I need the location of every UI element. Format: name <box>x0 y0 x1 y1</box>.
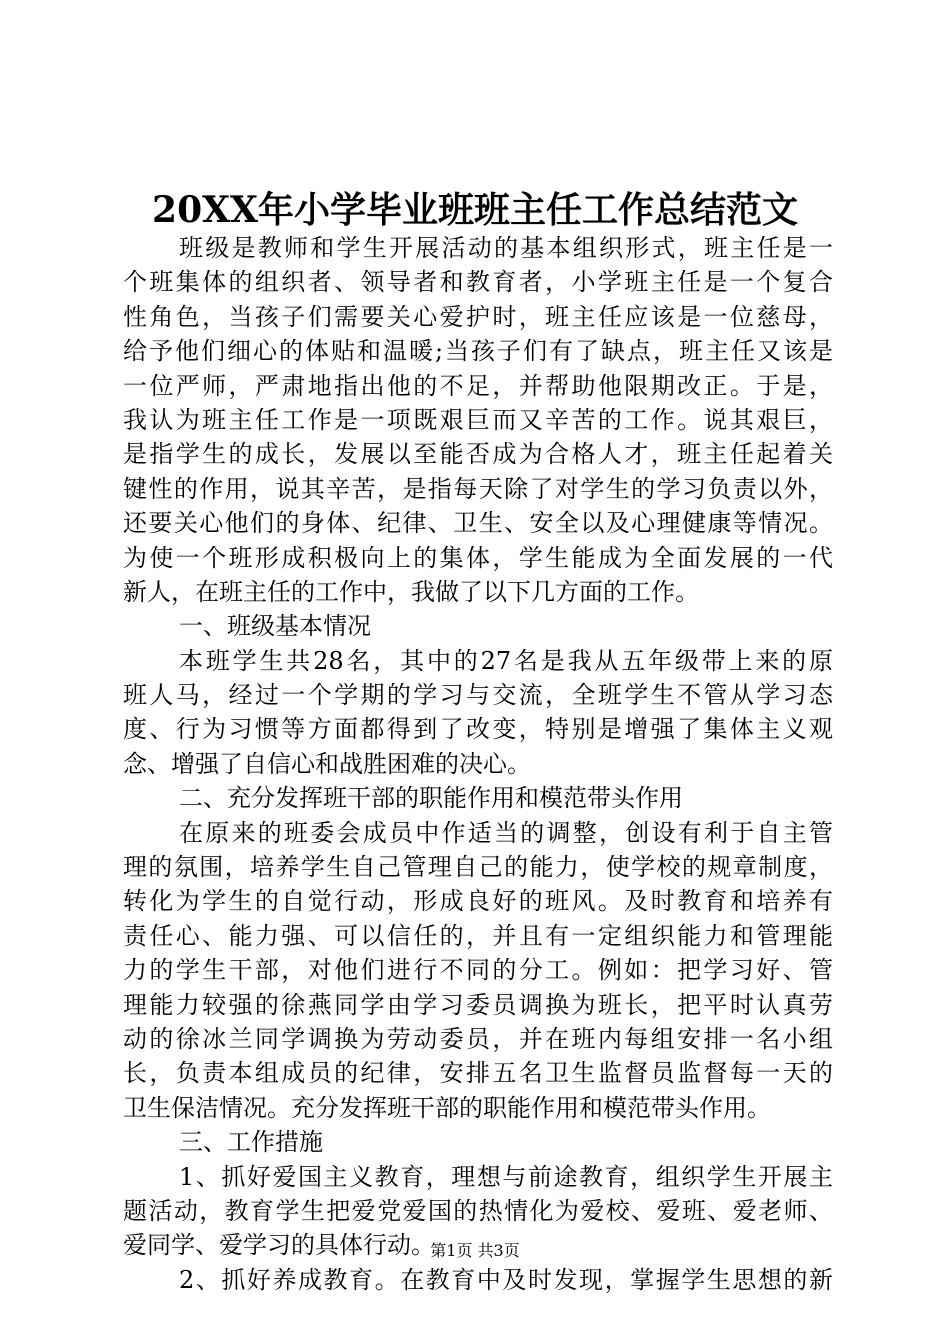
text-line: 理能力较强的徐燕同学由学习委员调换为班长，把平时认真劳 <box>123 990 833 1019</box>
text-line: 力的学生干部，对他们进行不同的分工。例如：把学习好、管 <box>123 956 833 985</box>
text-line: 给予他们细心的体贴和温暖;当孩子们有了缺点，班主任又该是 <box>123 337 833 366</box>
text-line: 是指学生的成长，发展以至能否成为合格人才，班主任起着关 <box>123 440 833 469</box>
section-heading: 三、工作措施 <box>179 1128 323 1157</box>
page-footer: 第1页 共3页 <box>430 1241 520 1260</box>
text-line: 班人马，经过一个学期的学习与交流，全班学生不管从学习态 <box>123 681 833 710</box>
section-heading: 一、班级基本情况 <box>179 612 371 641</box>
text-line: 念、增强了自信心和战胜困难的决心。 <box>123 749 531 778</box>
text-line: 卫生保洁情况。充分发挥班干部的职能作用和模范带头作用。 <box>123 1093 771 1122</box>
text-line: 题活动，教育学生把爱党爱国的热情化为爱校、爱班、爱老师、 <box>123 1196 833 1225</box>
text-line: 个班集体的组织者、领导者和教育者，小学班主任是一个复合 <box>123 268 833 297</box>
section-heading: 二、充分发挥班干部的职能作用和模范带头作用 <box>179 784 683 813</box>
text-line: 本班学生共28名，其中的27名是我从五年级带上来的原 <box>179 646 833 675</box>
text-line: 度、行为习惯等方面都得到了改变，特别是增强了集体主义观 <box>123 715 833 744</box>
text-line: 一位严师，严肃地指出他的不足，并帮助他限期改正。于是， <box>123 371 833 400</box>
text-line: 动的徐冰兰同学调换为劳动委员，并在班内每组安排一名小组 <box>123 1024 833 1053</box>
text-line: 性角色，当孩子们需要关心爱护时，班主任应该是一位慈母， <box>123 302 833 331</box>
text-line: 理的氛围，培养学生自己管理自己的能力，使学校的规章制度， <box>123 853 833 882</box>
text-line: 还要关心他们的身体、纪律、卫生、安全以及心理健康等情况。 <box>123 509 833 538</box>
document-body <box>123 231 833 1297</box>
text-line: 转化为学生的自觉行动，形成良好的班风。及时教育和培养有 <box>123 887 833 916</box>
text-line: 我认为班主任工作是一项既艰巨而又辛苦的工作。说其艰巨， <box>123 405 833 434</box>
document-title: 20XX年小学毕业班班主任工作总结范文 <box>152 189 798 231</box>
text-line: 在原来的班委会成员中作适当的调整，创设有利于自主管 <box>179 818 833 847</box>
text-line: 2、抓好养成教育。在教育中及时发现，掌握学生思想的新 <box>179 1265 833 1294</box>
text-line: 新人，在班主任的工作中，我做了以下几方面的工作。 <box>123 577 699 606</box>
text-line: 键性的作用，说其辛苦，是指每天除了对学生的学习负责以外， <box>123 474 833 503</box>
text-line: 责任心、能力强、可以信任的，并且有一定组织能力和管理能 <box>123 921 833 950</box>
text-line: 班级是教师和学生开展活动的基本组织形式，班主任是一 <box>179 234 833 262</box>
text-line: 1、抓好爱国主义教育，理想与前途教育，组织学生开展主 <box>179 1162 833 1191</box>
text-line: 长，负责本组成员的纪律，安排五名卫生监督员监督每一天的 <box>123 1059 833 1088</box>
text-line: 爱同学、爱学习的具体行动。 <box>123 1231 435 1260</box>
text-line: 为使一个班形成积极向上的集体，学生能成为全面发展的一代 <box>123 543 833 572</box>
